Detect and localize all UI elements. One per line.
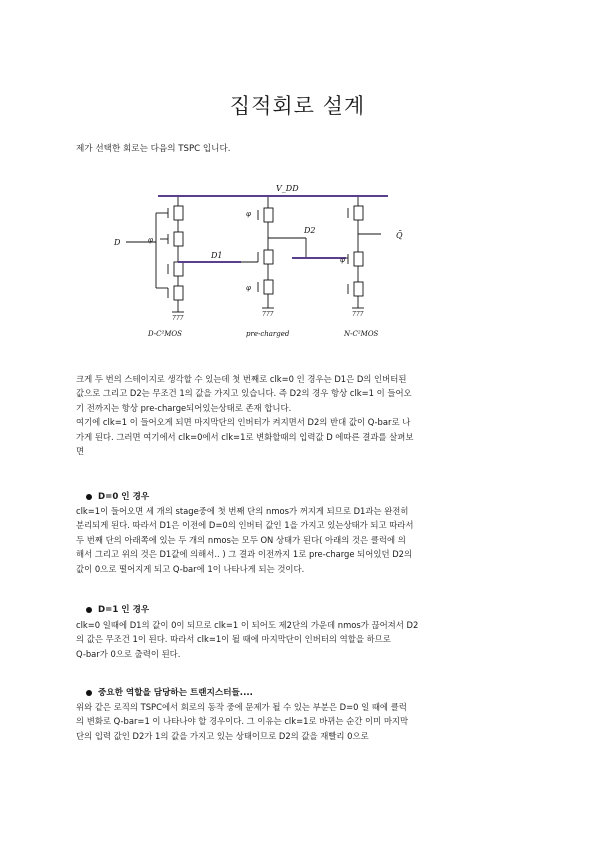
text-line: 값이 0으로 떨어지게 되고 Q-bar에 1이 나타나게 되는 것이다. <box>76 563 305 574</box>
d2-node-label: D2 <box>304 226 316 235</box>
text-line: 분리되게 된다. 따라서 D1은 이전에 D=0의 인버터 값인 1을 가지고 있는상태가 되고 따라서 <box>76 520 414 531</box>
text-line: 크게 두 번의 스테이지로 생각할 수 있는데 첫 번째로 clk=0 인 경우는 D1은 D의 인버터된 <box>76 374 407 384</box>
phi-label-stage3: φ <box>340 256 345 264</box>
text-line: 면 <box>76 446 85 457</box>
ground-label-stage1: 777 <box>172 315 184 322</box>
phi-label-stage1: φ <box>148 236 153 244</box>
text-line: 위와 같은 로직의 TSPC에서 회로의 동작 중에 문제가 될 수 있는 부분은 D=0 일 때에 클럭 <box>76 702 407 712</box>
qbar-output-label: Q̄ <box>396 231 403 240</box>
paragraph-overview <box>76 372 516 458</box>
caption-stage3: N-C²MOS <box>344 330 379 338</box>
ground-label-stage2: 777 <box>262 311 274 318</box>
text-line: clk=1이 들어오면 세 개의 stage중에 첫 번째 단의 nmos가 꺼지게 되므로 D1과는 완전히 <box>76 506 409 516</box>
caption-stage2: pre-charged <box>246 330 290 338</box>
bullet-icon <box>86 607 92 613</box>
tspc-circuit-diagram <box>96 178 426 348</box>
ground-label-stage3: 777 <box>352 311 364 318</box>
text-line: 기 전까지는 항상 pre-charge되어있는상태로 존재 합니다. <box>76 402 292 413</box>
text-line: Q-bar가 0으로 출력이 된다. <box>76 648 181 659</box>
paragraph-d0 <box>76 504 516 576</box>
caption-stage1: D-C²MOS <box>148 330 182 338</box>
text-line: 두 번째 단의 아래쪽에 있는 두 개의 nmos는 모두 ON 상태가 된다( 아래의 것은 클럭에 의 <box>76 534 406 545</box>
d1-node-label: D1 <box>211 251 223 260</box>
text-line: 가게 된다. 그러면 여기에서 clk=0에서 clk=1로 변화할때의 입력값 D 에따른 결과를 살펴보 <box>76 431 414 442</box>
text-line: 해서 그리고 위의 것은 D1값에 의해서.. ) 그 결과 이전까지 1로 pre-charge 되어있던 D2의 <box>76 549 413 560</box>
text-line: 의 값은 무조건 1이 된다. 따라서 clk=1이 될 때에 마지막단이 인버터의 역할을 하므로 <box>76 634 391 645</box>
text-line: 여기에 clk=1 이 들어오게 되면 마지막단의 인버터가 켜지면서 D2의 반대 값이 Q-bar로 나 <box>76 417 411 428</box>
paragraph-transistors <box>76 700 516 743</box>
section-heading-d1: D=1 인 경우 <box>86 603 149 615</box>
bullet-icon <box>86 690 92 696</box>
text-line: 값으로 그리고 D2는 무조건 1의 값을 가지고 있습니다. 즉 D2의 경우 항상 clk=1 이 들어오 <box>76 388 412 399</box>
document-title: 집적회로 설계 <box>229 94 366 118</box>
text-line: clk=0 일때에 D1의 값이 0이 되므로 clk=1 이 되어도 제2단의 가운데 nmos가 끊어져서 D2 <box>76 620 419 630</box>
phi-label-stage2-bottom: φ <box>246 284 251 292</box>
bullet-icon <box>86 494 92 500</box>
text-line: 단의 입력 값인 D2가 1의 값을 가지고 있는 상태이므로 D2의 값을 재빨리 0으로 <box>76 730 369 741</box>
d-input-label: D <box>114 238 121 247</box>
section-heading-d0: D=0 인 경우 <box>86 490 149 502</box>
paragraph-d1 <box>76 618 516 661</box>
vdd-label: V_DD <box>276 184 299 193</box>
text-line: 의 변화로 Q-bar=1 이 나타나야 할 경우이다. 그 이유는 clk=1로 바뀌는 순간 이미 마지막 <box>76 716 409 727</box>
intro-text: 제가 선택한 회로는 다음의 TSPC 입니다. <box>76 144 231 154</box>
section-heading-transistors: 중요한 역할을 담당하는 트랜지스터들.... <box>86 686 253 698</box>
phi-label-stage2-top: φ <box>246 210 251 218</box>
